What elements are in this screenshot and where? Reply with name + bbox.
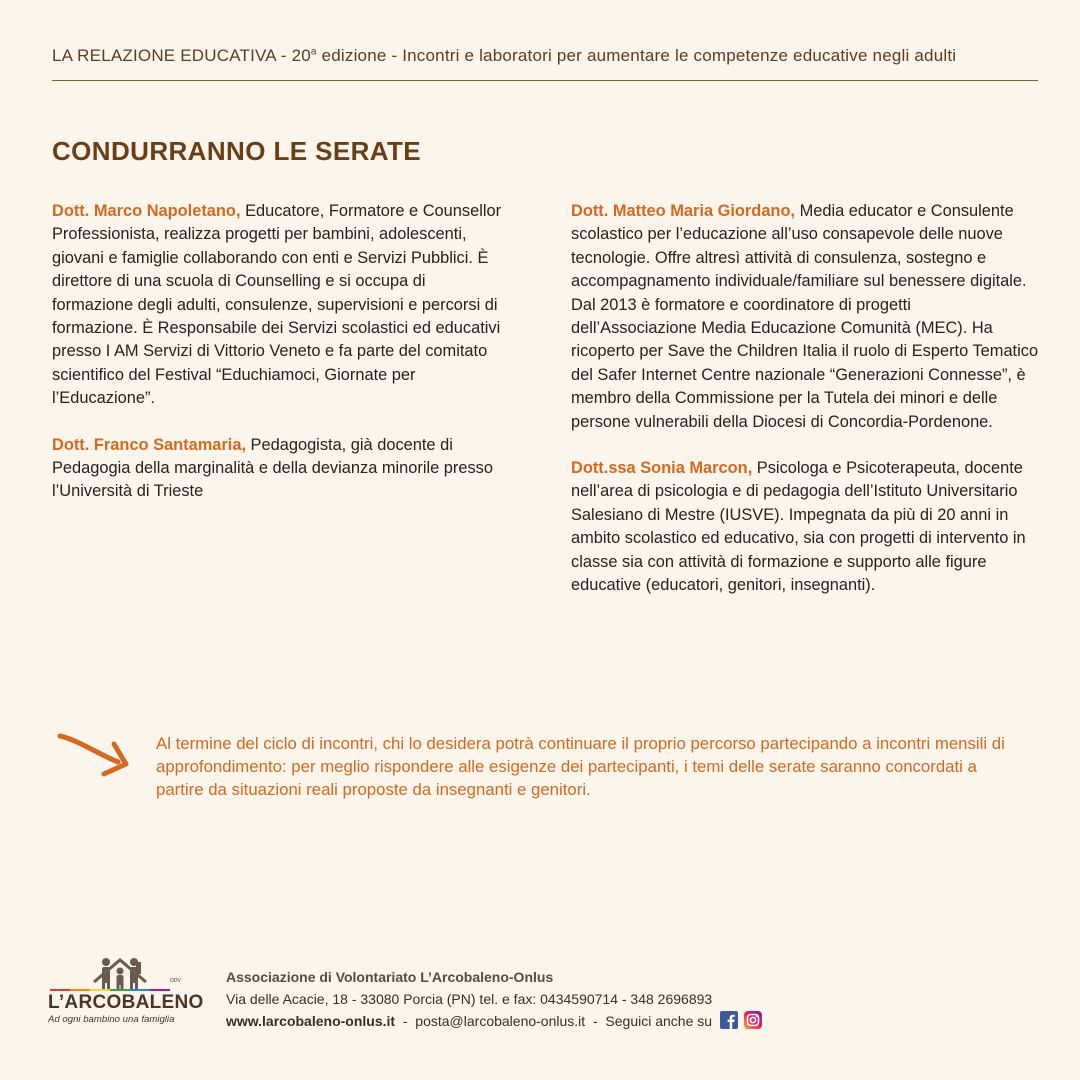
arrow-icon <box>56 728 132 780</box>
bio-franco-santamaria <box>52 434 507 504</box>
logo-name: L’ARCOBALENO <box>48 992 204 1013</box>
header-title-rest: edizione - Incontri e laboratori per aumentare le competenze educative negli adulti <box>316 46 957 65</box>
separator: - <box>395 1013 416 1029</box>
bios-right-column <box>571 200 1039 621</box>
header-title <box>52 46 1038 66</box>
bio-text: Pedagogista, già docente di Pedagogia della marginalità e della devianza minorile presso l’Università di Trieste <box>52 435 493 501</box>
footer <box>226 966 762 1032</box>
bio-text: Educatore, Formatore e Counsellor Professionista, realizza progetti per bambini, adolescenti, giovani e famiglie collaborando con enti e Servizi Pubblici. È direttore di una scuola di Counselling e si occupa di formazione degli adulti, consulenze, supervisioni e percorsi di formazione. È Responsabile dei Servizi scolastici ed educativi presso I AM Servizi di Vittorio Veneto e fa parte del comitato scientifico del Festival “Educhiamoci, Giornate per l’Educazione”. <box>52 202 502 408</box>
email-link[interactable]: posta@larcobaleno-onlus.it <box>415 1013 586 1029</box>
footer-contacts <box>226 1010 762 1032</box>
logo-tagline: Ad ogni bambino una famiglia <box>48 1014 175 1025</box>
bio-text: Media educator e Consulente scolastico per l’educazione all’uso consapevole delle nuove tecnologie. Offre altresì attività di consulenza, sostegno e accompagnamento individuale/familiare sul benessere digitale. Dal 2013 è formatore e coordinatore di progetti dell’Associazione Media Educazione Comunità (MEC). Ha ricoperto per Save the Children Italia il ruolo di Esperto Tematico del Safer Internet Centre nazionale “Generazioni Connesse”, è membro della Commissione per la Tutela dei minori e delle persone vulnerabili della Diocesi di Concordia-Pordenone. <box>571 202 1039 431</box>
section-title: CONDURRANNO LE SERATE <box>52 136 422 166</box>
bio-name: Dott. Marco Napoletano, <box>52 202 241 220</box>
logo-badge: ODV <box>170 978 181 984</box>
header-divider <box>52 80 1038 81</box>
bio-marco-napoletano <box>52 200 507 411</box>
bio-name: Dott.ssa Sonia Marcon, <box>571 459 753 478</box>
header-title-text: LA RELAZIONE EDUCATIVA - 20 <box>52 46 311 65</box>
footer-organization: Associazione di Volontariato L’Arcobaleno-Onlus <box>226 969 554 985</box>
closing-note: Al termine del ciclo di incontri, chi lo desidera potrà continuare il proprio percorso partecipando a incontri mensili di approfondimento: per meglio rispondere alle esigenze dei partecipanti, i temi delle serate saranno concordati a partire da situazioni reali proposte da insegnanti e genitori. <box>156 734 1005 800</box>
bio-matteo-maria-giordano <box>571 200 1039 434</box>
facebook-icon[interactable] <box>720 1011 738 1029</box>
edition-superscript: a <box>310 46 317 58</box>
bio-text: Psicologa e Psicoterapeuta, docente nell’area di psicologia e di pedagogia dell’Istituto Universitario Salesiano di Mestre (IUSVE). Impegnata da più di 20 anni in ambito scolastico ed educativo, sia con progetti di intervento in classe sia con attività di formazione e supporto alle figure educative (educatori, genitori, insegnanti). <box>571 459 1026 595</box>
bio-name: Dott. Franco Santamaria, <box>52 435 246 454</box>
social-label: Seguici anche su <box>605 1013 713 1029</box>
separator: - <box>585 1013 606 1029</box>
footer-address: Via delle Acacie, 18 - 33080 Porcia (PN) tel. e fax: 0434590714 - 348 2696893 <box>226 991 713 1007</box>
instagram-icon[interactable] <box>744 1011 762 1029</box>
bio-name: Dott. Matteo Maria Giordano, <box>571 202 796 220</box>
bio-sonia-marcon <box>571 457 1039 597</box>
website-link[interactable]: www.larcobaleno-onlus.it <box>226 1013 396 1029</box>
bios-left-column <box>52 200 507 527</box>
